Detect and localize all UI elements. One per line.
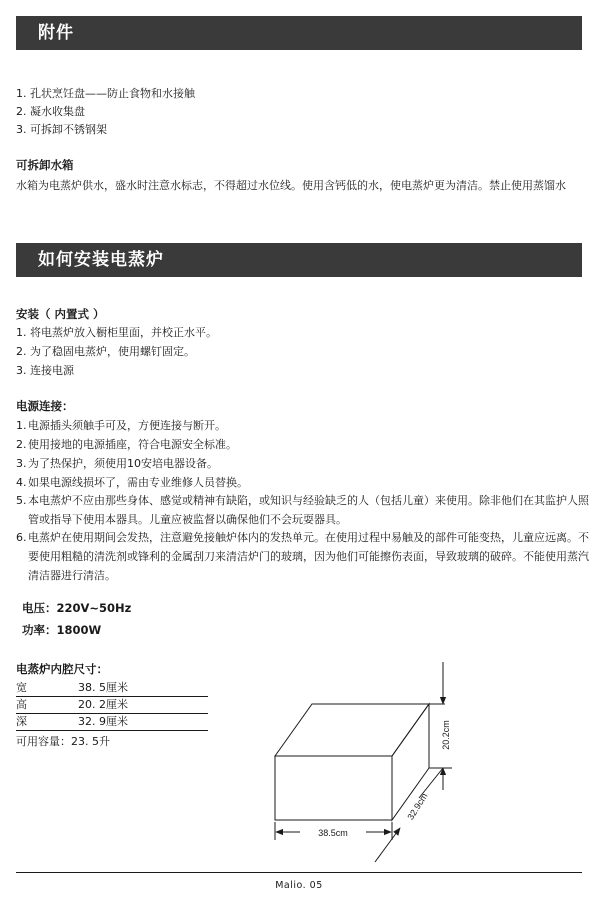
water-tank-text: 水箱为电蒸炉供水，盛水时注意水标志，不得超过水位线。使用含钙低的水，使电蒸炉更为清洁。禁止使用蒸馏水	[16, 179, 566, 192]
capacity-text: 可用容量：23. 5升	[16, 735, 110, 748]
dimension-label: 深	[16, 715, 27, 728]
dimension-label: 宽	[16, 681, 27, 694]
box-top-face	[275, 704, 429, 756]
box-front-face	[275, 756, 392, 820]
cavity-dimensions-heading: 电蒸炉内腔尺寸：	[16, 662, 108, 676]
dimension-value: 20. 2厘米	[78, 698, 128, 711]
power-item-text: 为了热保护，须使用10安培电器设备。	[28, 457, 218, 470]
power-spec: 功率：1800W	[22, 623, 102, 637]
power-item-text: 本电蒸炉不应由那些身体、感觉或精神有缺陷，或知识与经验缺乏的人（包括儿童）来使用。除非他们在其监护人照管或指导下使用本器具。儿童应被监督以确保他们不会玩耍器具。	[28, 494, 589, 526]
water-tank-heading: 可拆卸水箱	[16, 158, 74, 172]
power-item-number: 1.	[16, 419, 27, 432]
power-item-number: 3.	[16, 457, 27, 470]
diagram-depth-label: 32.9cm	[405, 791, 430, 822]
dimension-value: 32. 9厘米	[78, 715, 128, 728]
accessory-item: 3. 可拆卸不锈钢架	[16, 123, 107, 136]
diagram-width-label: 38.5cm	[318, 828, 348, 838]
power-item-text: 使用接地的电源插座，符合电源安全标准。	[28, 438, 237, 451]
accessory-item: 2. 凝水收集盘	[16, 105, 85, 118]
power-item-number: 4.	[16, 476, 27, 489]
section-title-accessories: 附件	[16, 16, 582, 50]
install-step: 2. 为了稳固电蒸炉，使用螺钉固定。	[16, 345, 195, 358]
dimension-label: 高	[16, 698, 27, 711]
section-title-install: 如何安装电蒸炉	[16, 243, 582, 277]
power-item-text: 电蒸炉在使用期间会发热，注意避免接触炉体内的发热单元。在使用过程中易触及的部件可能变热，儿童应远离。不要使用粗糙的清洗剂或锋利的金属刮刀来清洁炉门的玻璃，因为他们可能擦伤表面，导致玻璃的破碎。不能使用蒸汽清洁器进行清洁。	[28, 531, 589, 582]
install-step: 3. 连接电源	[16, 364, 74, 377]
builtin-install-heading: 安装（ 内置式 ）	[16, 307, 105, 321]
footer-divider	[16, 872, 582, 873]
power-connection-heading: 电源连接：	[16, 399, 74, 413]
power-item-number: 6.	[16, 531, 27, 544]
accessory-item: 1. 孔状烹饪盘——防止食物和水接触	[16, 87, 195, 100]
voltage-spec: 电压：220V~50Hz	[22, 601, 132, 615]
depth-leader-bottom	[375, 828, 400, 862]
power-item-number: 2.	[16, 438, 27, 451]
diagram-height-label: 20.2cm	[441, 720, 451, 750]
dimension-value: 38. 5厘米	[78, 681, 128, 694]
power-item-text: 如果电源线损坏了，需由专业维修人员替换。	[28, 476, 248, 489]
power-item-number: 5.	[16, 494, 27, 507]
install-step: 1. 将电蒸炉放入橱柜里面，并校正水平。	[16, 326, 217, 339]
page-footer: Malio. 05	[275, 880, 323, 891]
power-item-text: 电源插头须触手可及，方便连接与断开。	[28, 419, 226, 432]
